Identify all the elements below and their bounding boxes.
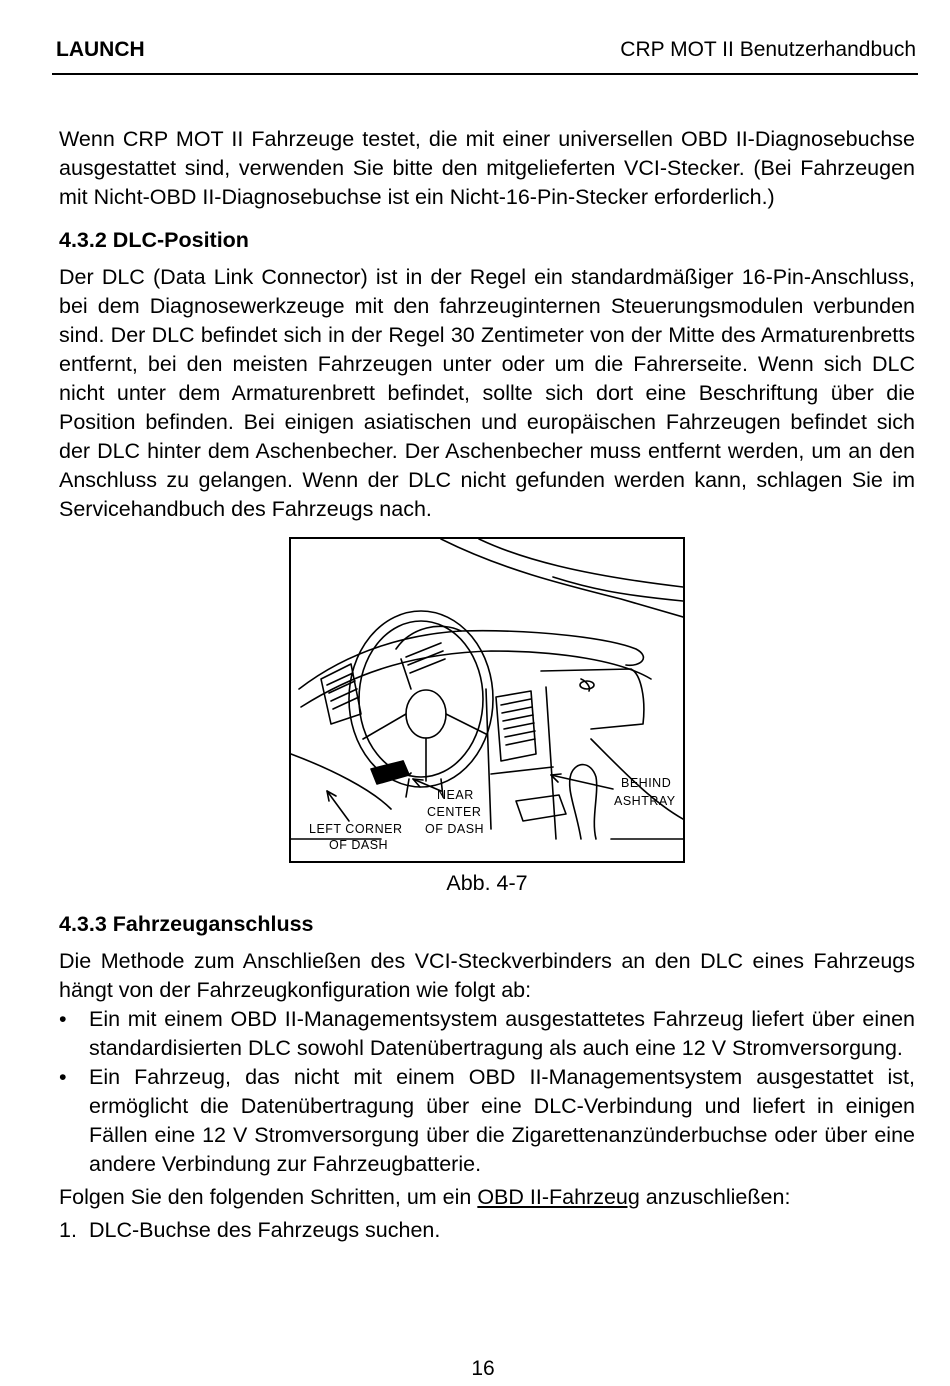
step-number: 1. (59, 1218, 77, 1242)
page-number: 16 (471, 1357, 495, 1380)
section-heading-vehicle-connection: 4.3.3 Fahrzeuganschluss (59, 912, 314, 936)
list-item (59, 1005, 915, 1063)
step-item (59, 1216, 915, 1245)
obd-vehicle-underlined-term: OBD II-Fahrzeug (477, 1185, 640, 1209)
connection-intro-paragraph: Die Methode zum Anschließen des VCI-Steckverbinders an den DLC eines Fahrzeugs hängt von der Fahrzeugkonfiguration wie folgt ab: (59, 949, 915, 1002)
label-left-corner-1: LEFT CORNER (309, 822, 403, 836)
follow-steps-suffix: anzuschließen: (639, 1185, 791, 1209)
list-item-text: Ein Fahrzeug, das nicht mit einem OBD II-Managementsystem ausgestattet ist, ermöglicht die Datenübertragung über eine DLC-Verbindung und liefert in einigen Fällen eine 12 V Stromversorgung über die Zigarettenanzünderbuchse oder über eine andere Verbindung zur Fahrzeugbatterie. (89, 1065, 915, 1176)
follow-steps-prefix: Folgen Sie den folgenden Schritten, um ein (59, 1185, 478, 1209)
page-content (59, 125, 915, 1245)
header-brand: LAUNCH (56, 38, 145, 61)
figure-caption: Abb. 4-7 (446, 871, 528, 895)
label-near-center-1: NEAR (437, 788, 474, 802)
label-near-center-2: CENTER (427, 805, 482, 819)
follow-steps-paragraph (59, 1183, 915, 1212)
section-heading-dlc-position: 4.3.2 DLC-Position (59, 228, 249, 252)
header-title: CRP MOT II Benutzerhandbuch (620, 38, 916, 61)
dashboard-illustration (291, 539, 683, 861)
label-left-corner-2: OF DASH (329, 838, 389, 852)
label-behind-ashtray-2: ASHTRAY (614, 794, 676, 808)
header-divider (52, 73, 918, 75)
step-text: DLC-Buchse des Fahrzeugs suchen. (89, 1218, 441, 1242)
label-behind-ashtray-1: BEHIND (621, 776, 672, 790)
connection-bullet-list (59, 1005, 915, 1179)
intro-paragraph: Wenn CRP MOT II Fahrzeuge testet, die mit einer universellen OBD II-Diagnosebuchse ausgestattet sind, verwenden Sie bitte den mitgelieferten VCI-Stecker. (Bei Fahrzeugen mit Nicht-OBD II-Diagnosebuchse ist ein Nicht-16-Pin-Stecker erforderlich.) (59, 127, 915, 209)
dlc-location-figure (289, 537, 685, 863)
bullet-icon: • (59, 1007, 67, 1031)
dlc-position-paragraph: Der DLC (Data Link Connector) ist in der Regel ein standardmäßiger 16-Pin-Anschluss, bei dem Diagnosewerkzeuge mit den fahrzeuginternen Steuerungsmodulen verbunden sind. Der DLC befindet sich in der Regel 30 Zentimeter von der Mitte des Armaturenbretts entfernt, bei den meisten Fahrzeugen unter oder um die Fahrerseite. Wenn sich DLC nicht unter dem Armaturenbrett befindet, sollte sich dort eine Beschriftung über die Position befinden. Bei einigen asiatischen und europäischen Fahrzeugen befindet sich der DLC hinter dem Aschenbecher. Der Aschenbecher muss entfernt werden, um an den Anschluss zu gelangen. Wenn der DLC nicht gefunden werden kann, schlagen Sie im Servicehandbuch des Fahrzeugs nach. (59, 265, 915, 521)
label-near-center-3: OF DASH (425, 822, 485, 836)
list-item-text: Ein mit einem OBD II-Managementsystem ausgestattetes Fahrzeug liefert über einen standardisierten DLC sowohl Datenübertragung als auch eine 12 V Stromversorgung. (89, 1007, 915, 1060)
bullet-icon: • (59, 1065, 67, 1089)
list-item (59, 1063, 915, 1179)
